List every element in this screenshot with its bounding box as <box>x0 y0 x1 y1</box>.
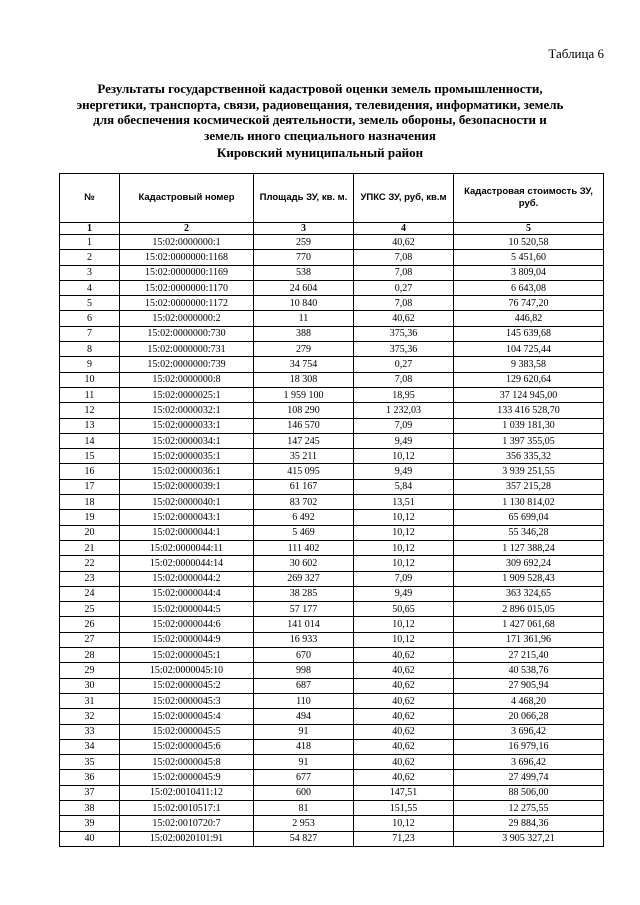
table-row <box>60 479 604 494</box>
row-number-cell: 7 <box>60 326 120 341</box>
upks-cell: 151,55 <box>354 800 454 815</box>
area-cell: 998 <box>254 663 354 678</box>
table-row <box>60 678 604 693</box>
table-row <box>60 785 604 800</box>
cadastral-value-cell: 171 361,96 <box>454 632 604 647</box>
area-cell: 10 840 <box>254 296 354 311</box>
cadastral-number-cell: 15:02:0000039:1 <box>120 479 254 494</box>
upks-cell: 5,84 <box>354 479 454 494</box>
table-label: Таблица 6 <box>548 46 604 61</box>
area-cell: 141 014 <box>254 617 354 632</box>
row-number-cell: 11 <box>60 387 120 402</box>
cadastral-value-cell: 363 324,65 <box>454 586 604 601</box>
cadastral-number-cell: 15:02:0010411:12 <box>120 785 254 800</box>
upks-cell: 9,49 <box>354 586 454 601</box>
area-cell: 57 177 <box>254 602 354 617</box>
area-cell: 34 754 <box>254 357 354 372</box>
area-cell: 388 <box>254 326 354 341</box>
cadastral-value-cell: 3 905 327,21 <box>454 831 604 846</box>
cadastral-number-cell: 15:02:0000000:8 <box>120 372 254 387</box>
area-cell: 16 933 <box>254 632 354 647</box>
table-row <box>60 525 604 540</box>
column-number: 5 <box>454 223 604 235</box>
cadastral-number-cell: 15:02:0000036:1 <box>120 464 254 479</box>
upks-cell: 7,08 <box>354 296 454 311</box>
area-cell: 108 290 <box>254 403 354 418</box>
row-number-cell: 10 <box>60 372 120 387</box>
column-number-row <box>60 223 604 235</box>
row-number-cell: 39 <box>60 816 120 831</box>
upks-cell: 0,27 <box>354 357 454 372</box>
cadastral-number-cell: 15:02:0000045:4 <box>120 709 254 724</box>
area-cell: 61 167 <box>254 479 354 494</box>
upks-cell: 10,12 <box>354 540 454 555</box>
cadastral-value-cell: 88 506,00 <box>454 785 604 800</box>
document-title <box>40 81 600 143</box>
cadastral-value-cell: 55 346,28 <box>454 525 604 540</box>
table-row <box>60 632 604 647</box>
row-number-cell: 22 <box>60 556 120 571</box>
area-cell: 91 <box>254 724 354 739</box>
area-cell: 110 <box>254 693 354 708</box>
title-line: для обеспечения космической деятельности, земель обороны, безопасности и <box>93 112 547 127</box>
table-row <box>60 403 604 418</box>
area-cell: 111 402 <box>254 540 354 555</box>
header-upks: УПКС ЗУ, руб, кв.м <box>354 174 454 223</box>
cadastral-value-cell: 2 896 015,05 <box>454 602 604 617</box>
cadastral-value-cell: 446,82 <box>454 311 604 326</box>
area-cell: 54 827 <box>254 831 354 846</box>
cadastral-value-cell: 3 939 251,55 <box>454 464 604 479</box>
cadastral-table <box>59 173 604 847</box>
table-row <box>60 770 604 785</box>
cadastral-number-cell: 15:02:0020101:91 <box>120 831 254 846</box>
upks-cell: 10,12 <box>354 449 454 464</box>
area-cell: 269 327 <box>254 571 354 586</box>
upks-cell: 40,62 <box>354 311 454 326</box>
table-row <box>60 296 604 311</box>
area-cell: 81 <box>254 800 354 815</box>
area-cell: 35 211 <box>254 449 354 464</box>
cadastral-value-cell: 29 884,36 <box>454 816 604 831</box>
cadastral-number-cell: 15:02:0000000:730 <box>120 326 254 341</box>
cadastral-value-cell: 37 124 945,00 <box>454 387 604 402</box>
row-number-cell: 37 <box>60 785 120 800</box>
cadastral-number-cell: 15:02:0000000:1168 <box>120 250 254 265</box>
upks-cell: 40,62 <box>354 739 454 754</box>
table-row <box>60 602 604 617</box>
cadastral-number-cell: 15:02:0000044:1 <box>120 525 254 540</box>
table-row <box>60 693 604 708</box>
row-number-cell: 27 <box>60 632 120 647</box>
cadastral-value-cell: 1 127 388,24 <box>454 540 604 555</box>
area-cell: 18 308 <box>254 372 354 387</box>
upks-cell: 375,36 <box>354 326 454 341</box>
title-line: энергетики, транспорта, связи, радиовещания, телевидения, информатики, земель <box>76 96 564 112</box>
row-number-cell: 26 <box>60 617 120 632</box>
title-line: земель иного специального назначения <box>204 127 436 143</box>
cadastral-value-cell: 27 215,40 <box>454 648 604 663</box>
cadastral-number-cell: 15:02:0000032:1 <box>120 403 254 418</box>
cadastral-number-cell: 15:02:0000034:1 <box>120 433 254 448</box>
table-row <box>60 586 604 601</box>
cadastral-value-cell: 356 335,32 <box>454 449 604 464</box>
cadastral-value-cell: 145 639,68 <box>454 326 604 341</box>
table-row <box>60 250 604 265</box>
header-cadastral-number: Кадастровый номер <box>120 174 254 223</box>
cadastral-number-cell: 15:02:0000000:1172 <box>120 296 254 311</box>
cadastral-number-cell: 15:02:0000000:1 <box>120 235 254 250</box>
row-number-cell: 8 <box>60 342 120 357</box>
cadastral-number-cell: 15:02:0000000:1169 <box>120 265 254 280</box>
row-number-cell: 19 <box>60 510 120 525</box>
area-cell: 677 <box>254 770 354 785</box>
table-row <box>60 326 604 341</box>
cadastral-value-cell: 357 215,28 <box>454 479 604 494</box>
cadastral-number-cell: 15:02:0000000:739 <box>120 357 254 372</box>
upks-cell: 71,23 <box>354 831 454 846</box>
table-row <box>60 372 604 387</box>
upks-cell: 0,27 <box>354 280 454 295</box>
cadastral-value-cell: 1 909 528,43 <box>454 571 604 586</box>
row-number-cell: 35 <box>60 755 120 770</box>
cadastral-number-cell: 15:02:0010517:1 <box>120 800 254 815</box>
upks-cell: 147,51 <box>354 785 454 800</box>
table-row <box>60 311 604 326</box>
upks-cell: 40,62 <box>354 648 454 663</box>
area-cell: 2 953 <box>254 816 354 831</box>
upks-cell: 7,08 <box>354 250 454 265</box>
cadastral-value-cell: 3 809,04 <box>454 265 604 280</box>
table-row <box>60 831 604 846</box>
row-number-cell: 40 <box>60 831 120 846</box>
area-cell: 687 <box>254 678 354 693</box>
table-row <box>60 342 604 357</box>
upks-cell: 10,12 <box>354 816 454 831</box>
upks-cell: 40,62 <box>354 755 454 770</box>
cadastral-value-cell: 27 499,74 <box>454 770 604 785</box>
table-row <box>60 800 604 815</box>
column-number: 4 <box>354 223 454 235</box>
cadastral-value-cell: 5 451,60 <box>454 250 604 265</box>
row-number-cell: 20 <box>60 525 120 540</box>
cadastral-value-cell: 6 643,08 <box>454 280 604 295</box>
cadastral-value-cell: 3 696,42 <box>454 755 604 770</box>
table-row <box>60 739 604 754</box>
row-number-cell: 28 <box>60 648 120 663</box>
row-number-cell: 32 <box>60 709 120 724</box>
cadastral-number-cell: 15:02:0000044:4 <box>120 586 254 601</box>
cadastral-number-cell: 15:02:0000045:5 <box>120 724 254 739</box>
upks-cell: 7,09 <box>354 418 454 433</box>
cadastral-number-cell: 15:02:0000043:1 <box>120 510 254 525</box>
table-row <box>60 724 604 739</box>
upks-cell: 40,62 <box>354 709 454 724</box>
table-row <box>60 280 604 295</box>
upks-cell: 1 232,03 <box>354 403 454 418</box>
cadastral-number-cell: 15:02:0000045:10 <box>120 663 254 678</box>
table-row <box>60 387 604 402</box>
area-cell: 670 <box>254 648 354 663</box>
cadastral-number-cell: 15:02:0000044:14 <box>120 556 254 571</box>
cadastral-number-cell: 15:02:0000045:8 <box>120 755 254 770</box>
row-number-cell: 1 <box>60 235 120 250</box>
cadastral-value-cell: 129 620,64 <box>454 372 604 387</box>
cadastral-number-cell: 15:02:0000045:9 <box>120 770 254 785</box>
cadastral-value-cell: 1 130 814,02 <box>454 495 604 510</box>
cadastral-value-cell: 4 468,20 <box>454 693 604 708</box>
area-cell: 146 570 <box>254 418 354 433</box>
table-row <box>60 755 604 770</box>
cadastral-value-cell: 16 979,16 <box>454 739 604 754</box>
area-cell: 770 <box>254 250 354 265</box>
row-number-cell: 3 <box>60 265 120 280</box>
table-row <box>60 617 604 632</box>
cadastral-number-cell: 15:02:0000044:2 <box>120 571 254 586</box>
cadastral-number-cell: 15:02:0000025:1 <box>120 387 254 402</box>
cadastral-number-cell: 15:02:0000033:1 <box>120 418 254 433</box>
row-number-cell: 24 <box>60 586 120 601</box>
cadastral-number-cell: 15:02:0000045:6 <box>120 739 254 754</box>
cadastral-value-cell: 20 066,28 <box>454 709 604 724</box>
area-cell: 259 <box>254 235 354 250</box>
cadastral-number-cell: 15:02:0000044:5 <box>120 602 254 617</box>
area-cell: 415 095 <box>254 464 354 479</box>
area-cell: 24 604 <box>254 280 354 295</box>
area-cell: 6 492 <box>254 510 354 525</box>
row-number-cell: 31 <box>60 693 120 708</box>
cadastral-number-cell: 15:02:0000045:2 <box>120 678 254 693</box>
table-row <box>60 433 604 448</box>
area-cell: 418 <box>254 739 354 754</box>
cadastral-number-cell: 15:02:0000040:1 <box>120 495 254 510</box>
cadastral-number-cell: 15:02:0000000:2 <box>120 311 254 326</box>
cadastral-number-cell: 15:02:0000000:1170 <box>120 280 254 295</box>
cadastral-value-cell: 10 520,58 <box>454 235 604 250</box>
area-cell: 11 <box>254 311 354 326</box>
column-number: 3 <box>254 223 354 235</box>
area-cell: 83 702 <box>254 495 354 510</box>
table-body <box>60 235 604 847</box>
cadastral-number-cell: 15:02:0000044:11 <box>120 540 254 555</box>
upks-cell: 9,49 <box>354 464 454 479</box>
upks-cell: 7,08 <box>354 265 454 280</box>
table-row <box>60 464 604 479</box>
upks-cell: 10,12 <box>354 525 454 540</box>
row-number-cell: 2 <box>60 250 120 265</box>
upks-cell: 10,12 <box>354 617 454 632</box>
table-row <box>60 663 604 678</box>
row-number-cell: 5 <box>60 296 120 311</box>
area-cell: 600 <box>254 785 354 800</box>
upks-cell: 10,12 <box>354 632 454 647</box>
upks-cell: 40,62 <box>354 724 454 739</box>
upks-cell: 375,36 <box>354 342 454 357</box>
column-number: 2 <box>120 223 254 235</box>
row-number-cell: 30 <box>60 678 120 693</box>
row-number-cell: 33 <box>60 724 120 739</box>
upks-cell: 7,09 <box>354 571 454 586</box>
table-row <box>60 556 604 571</box>
table-row <box>60 648 604 663</box>
cadastral-number-cell: 15:02:0000000:731 <box>120 342 254 357</box>
table-row <box>60 235 604 250</box>
row-number-cell: 18 <box>60 495 120 510</box>
area-cell: 1 959 100 <box>254 387 354 402</box>
upks-cell: 18,95 <box>354 387 454 402</box>
row-number-cell: 16 <box>60 464 120 479</box>
row-number-cell: 13 <box>60 418 120 433</box>
header-cadastral-value: Кадастровая стоимость ЗУ, руб. <box>454 174 604 223</box>
column-number: 1 <box>60 223 120 235</box>
row-number-cell: 21 <box>60 540 120 555</box>
row-number-cell: 36 <box>60 770 120 785</box>
row-number-cell: 15 <box>60 449 120 464</box>
header-area: Площадь ЗУ, кв. м. <box>254 174 354 223</box>
upks-cell: 40,62 <box>354 693 454 708</box>
row-number-cell: 17 <box>60 479 120 494</box>
table-row <box>60 510 604 525</box>
table-row <box>60 816 604 831</box>
upks-cell: 7,08 <box>354 372 454 387</box>
table-row <box>60 571 604 586</box>
row-number-cell: 4 <box>60 280 120 295</box>
cadastral-value-cell: 1 397 355,05 <box>454 433 604 448</box>
header-row <box>60 174 604 223</box>
cadastral-value-cell: 1 427 061,68 <box>454 617 604 632</box>
area-cell: 279 <box>254 342 354 357</box>
table-row <box>60 418 604 433</box>
cadastral-value-cell: 76 747,20 <box>454 296 604 311</box>
document-subtitle: Кировский муниципальный район <box>216 145 424 160</box>
area-cell: 5 469 <box>254 525 354 540</box>
area-cell: 30 602 <box>254 556 354 571</box>
cadastral-number-cell: 15:02:0000044:9 <box>120 632 254 647</box>
row-number-cell: 29 <box>60 663 120 678</box>
row-number-cell: 14 <box>60 433 120 448</box>
row-number-cell: 34 <box>60 739 120 754</box>
upks-cell: 50,65 <box>354 602 454 617</box>
table-row <box>60 709 604 724</box>
cadastral-value-cell: 65 699,04 <box>454 510 604 525</box>
title-line: Результаты государственной кадастровой оценки земель промышленности, <box>97 81 543 96</box>
row-number-cell: 23 <box>60 571 120 586</box>
cadastral-value-cell: 12 275,55 <box>454 800 604 815</box>
cadastral-value-cell: 1 039 181,30 <box>454 418 604 433</box>
cadastral-number-cell: 15:02:0010720:7 <box>120 816 254 831</box>
cadastral-number-cell: 15:02:0000035:1 <box>120 449 254 464</box>
upks-cell: 40,62 <box>354 770 454 785</box>
cadastral-number-cell: 15:02:0000044:6 <box>120 617 254 632</box>
area-cell: 38 285 <box>254 586 354 601</box>
row-number-cell: 9 <box>60 357 120 372</box>
table-row <box>60 495 604 510</box>
row-number-cell: 25 <box>60 602 120 617</box>
area-cell: 494 <box>254 709 354 724</box>
cadastral-value-cell: 133 416 528,70 <box>454 403 604 418</box>
upks-cell: 40,62 <box>354 678 454 693</box>
area-cell: 91 <box>254 755 354 770</box>
row-number-cell: 38 <box>60 800 120 815</box>
upks-cell: 40,62 <box>354 235 454 250</box>
row-number-cell: 6 <box>60 311 120 326</box>
cadastral-number-cell: 15:02:0000045:1 <box>120 648 254 663</box>
row-number-cell: 12 <box>60 403 120 418</box>
table-row <box>60 449 604 464</box>
table-row <box>60 265 604 280</box>
upks-cell: 40,62 <box>354 663 454 678</box>
upks-cell: 9,49 <box>354 433 454 448</box>
area-cell: 147 245 <box>254 433 354 448</box>
upks-cell: 10,12 <box>354 556 454 571</box>
table-row <box>60 357 604 372</box>
header-number: № <box>60 174 120 223</box>
area-cell: 538 <box>254 265 354 280</box>
cadastral-value-cell: 40 538,76 <box>454 663 604 678</box>
table-row <box>60 540 604 555</box>
cadastral-value-cell: 27 905,94 <box>454 678 604 693</box>
upks-cell: 10,12 <box>354 510 454 525</box>
upks-cell: 13,51 <box>354 495 454 510</box>
cadastral-value-cell: 9 383,58 <box>454 357 604 372</box>
cadastral-number-cell: 15:02:0000045:3 <box>120 693 254 708</box>
cadastral-value-cell: 309 692,24 <box>454 556 604 571</box>
cadastral-value-cell: 104 725,44 <box>454 342 604 357</box>
cadastral-value-cell: 3 696,42 <box>454 724 604 739</box>
